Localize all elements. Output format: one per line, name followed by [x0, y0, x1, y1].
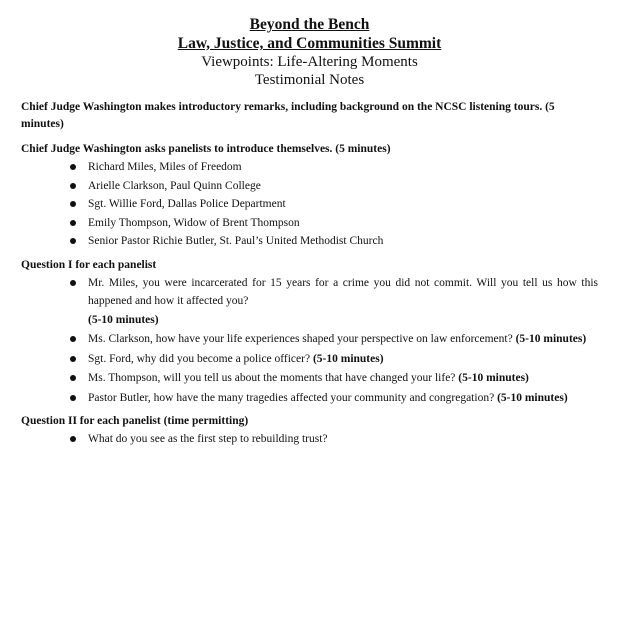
duration-label: (5-10 minutes) — [458, 372, 529, 384]
bullet-icon — [70, 238, 76, 244]
bullet-icon — [70, 395, 76, 401]
list-item — [21, 330, 598, 349]
summit-title: Law, Justice, and Communities Summit — [177, 35, 442, 52]
bullet-icon — [70, 220, 76, 226]
list-item — [21, 430, 598, 449]
question-one-heading: Question I for each panelist — [21, 258, 157, 271]
question-two-heading: Question II for each panelist (time permitting) — [21, 415, 249, 427]
panelist-name: Senior Pastor Richie Butler, St. Paul’s United Methodist Church — [88, 235, 384, 247]
list-item — [21, 274, 598, 330]
question-text: Ms. Clarkson, how have your life experiences shaped your perspective on law enforcement? — [88, 333, 513, 345]
intro-remarks: Chief Judge Washington makes introductory remarks, including background on the NCSC listening tours. (5 minutes) — [21, 101, 555, 130]
panelist-name: Richard Miles, Miles of Freedom — [88, 161, 242, 173]
question-two-list — [21, 430, 598, 449]
list-item — [21, 369, 598, 388]
question-text: Ms. Thompson, will you tell us about the moments that have changed your life? — [88, 372, 456, 384]
list-item — [21, 195, 598, 214]
question-text: What do you see as the first step to rebuilding trust? — [88, 433, 328, 445]
session-title: Viewpoints: Life-Altering Moments — [201, 54, 418, 70]
duration-label: (5-10 minutes) — [515, 333, 587, 345]
question-text: Sgt. Ford, why did you become a police officer? — [88, 352, 311, 365]
bullet-icon — [70, 336, 76, 342]
panelist-name: Sgt. Willie Ford, Dallas Police Department — [88, 198, 286, 210]
panelists-intro: Chief Judge Washington asks panelists to introduce themselves. (5 minutes) — [21, 143, 391, 155]
list-item — [21, 389, 598, 408]
event-title: Beyond the Bench — [249, 16, 370, 33]
panelist-list — [21, 158, 598, 251]
list-item — [21, 158, 598, 177]
notes-title: Testimonial Notes — [254, 72, 365, 88]
list-item — [21, 177, 598, 196]
duration-label: (5-10 minutes) — [88, 313, 159, 326]
bullet-icon — [70, 183, 76, 189]
panelist-name: Arielle Clarkson, Paul Quinn College — [88, 179, 261, 192]
question-text: Mr. Miles, you were incarcerated for 15 years for a crime you did not commit. Will you tell us how this happened and how it affected you? — [88, 276, 598, 307]
bullet-icon — [70, 164, 76, 170]
list-item — [21, 214, 598, 233]
document-header — [21, 0, 598, 89]
bullet-icon — [70, 280, 76, 286]
panelist-name: Emily Thompson, Widow of Brent Thompson — [88, 216, 300, 229]
bullet-icon — [70, 201, 76, 207]
list-item — [21, 232, 598, 251]
list-item — [21, 350, 598, 369]
bullet-icon — [70, 436, 76, 442]
bullet-icon — [70, 356, 76, 362]
bullet-icon — [70, 375, 76, 381]
question-one-list — [21, 274, 598, 408]
duration-label: (5-10 minutes) — [312, 352, 384, 365]
question-text: Pastor Butler, how have the many tragedies affected your community and congregation? — [88, 391, 495, 404]
duration-label: (5-10 minutes) — [497, 391, 568, 404]
